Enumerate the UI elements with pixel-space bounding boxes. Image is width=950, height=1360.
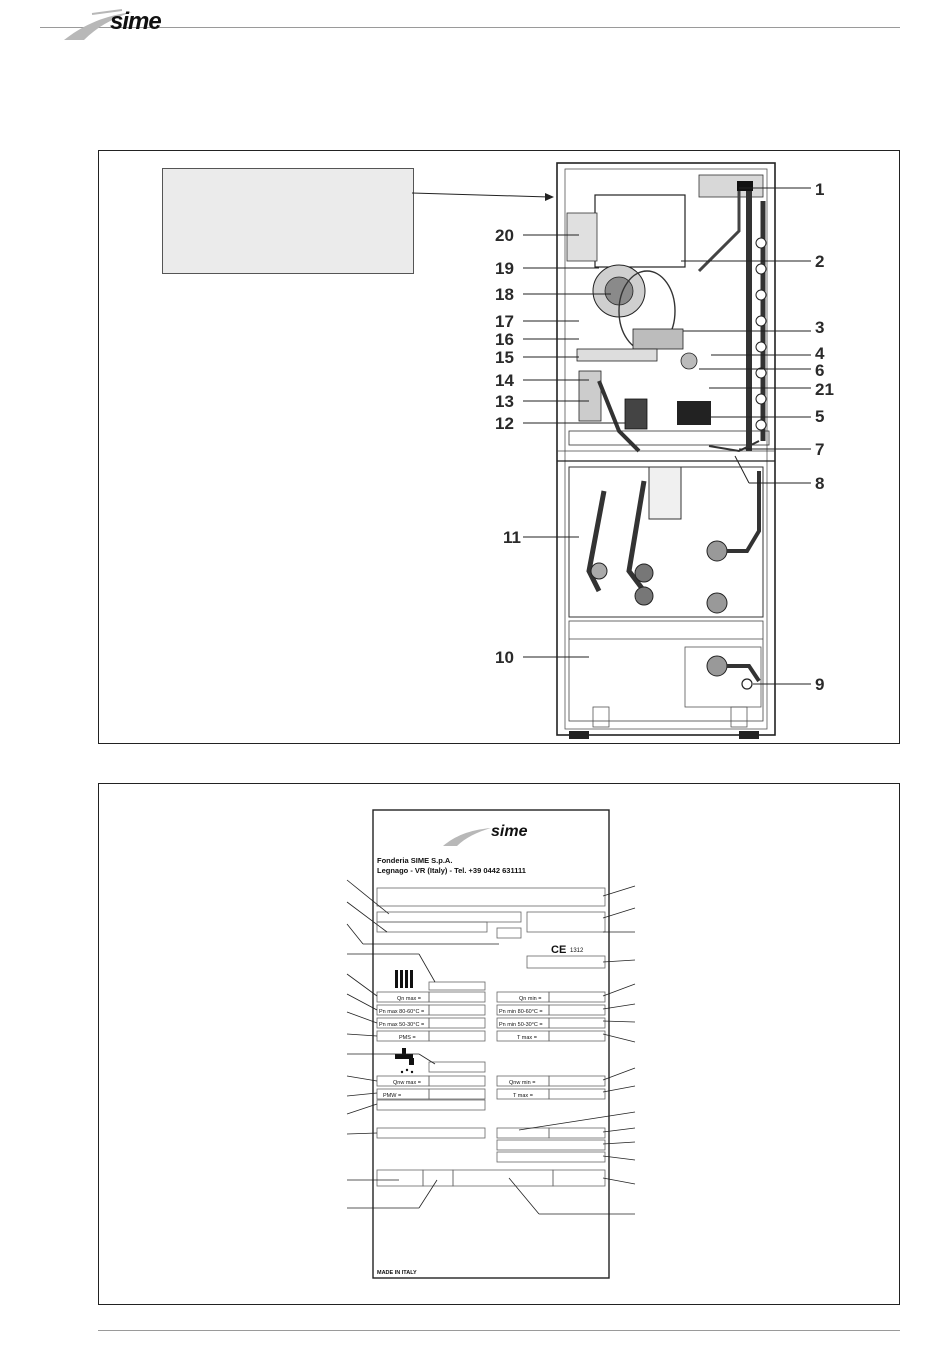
callout-11: 11 (503, 528, 521, 547)
footer-rule (98, 1330, 900, 1331)
label-pn-max-80: Pn max 80-60°C = (379, 1009, 425, 1015)
plate-company: Fonderia SIME S.p.A. (377, 856, 453, 865)
callout-6: 6 (815, 361, 825, 380)
callout-10: 10 (495, 648, 514, 667)
made-in-italy: MADE IN ITALY (377, 1270, 417, 1276)
plate-address: Legnago - VR (Italy) - Tel. +39 0442 631111 (377, 866, 526, 875)
label-pmw: PMW = (383, 1093, 402, 1099)
callout-20: 20 (495, 226, 514, 245)
callout-5: 5 (815, 407, 825, 426)
label-pn-min-50: Pn min 50-30°C = (499, 1022, 543, 1028)
label-t-max-water: T max = (513, 1093, 533, 1099)
data-plate-drawing (99, 784, 899, 1304)
label-pms: PMS = (399, 1035, 416, 1041)
callout-18: 18 (495, 285, 514, 304)
callout-15: 15 (495, 348, 514, 367)
label-qn-max: Qn max = (397, 996, 421, 1002)
callout-3: 3 (815, 318, 825, 337)
label-qnw-min: Qnw min = (509, 1080, 536, 1086)
callout-9: 9 (815, 675, 825, 694)
boiler-diagram-panel (98, 150, 900, 744)
callout-2: 2 (815, 252, 825, 271)
callout-21: 21 (815, 380, 834, 399)
callout-8: 8 (815, 474, 825, 493)
callout-14: 14 (495, 371, 514, 390)
label-t-max-heat: T max = (517, 1035, 537, 1041)
callout-1: 1 (815, 180, 825, 199)
ce-mark: CE (551, 944, 567, 956)
data-plate-panel (98, 783, 900, 1305)
callout-17: 17 (495, 312, 514, 331)
ce-number: 1312 (570, 948, 584, 954)
callout-4: 4 (815, 344, 825, 363)
label-qnw-max: Qnw max = (393, 1080, 421, 1086)
callout-13: 13 (495, 392, 514, 411)
brand-logo: sime (110, 8, 161, 35)
callout-12: 12 (495, 414, 514, 433)
label-pn-max-50: Pn max 50-30°C = (379, 1022, 425, 1028)
plate-brand: sime (491, 823, 528, 840)
callout-16: 16 (495, 330, 514, 349)
callout-7: 7 (815, 440, 825, 459)
callout-19: 19 (495, 259, 514, 278)
label-qn-min: Qn min = (519, 996, 542, 1002)
label-pn-min-80: Pn min 80-60°C = (499, 1009, 543, 1015)
